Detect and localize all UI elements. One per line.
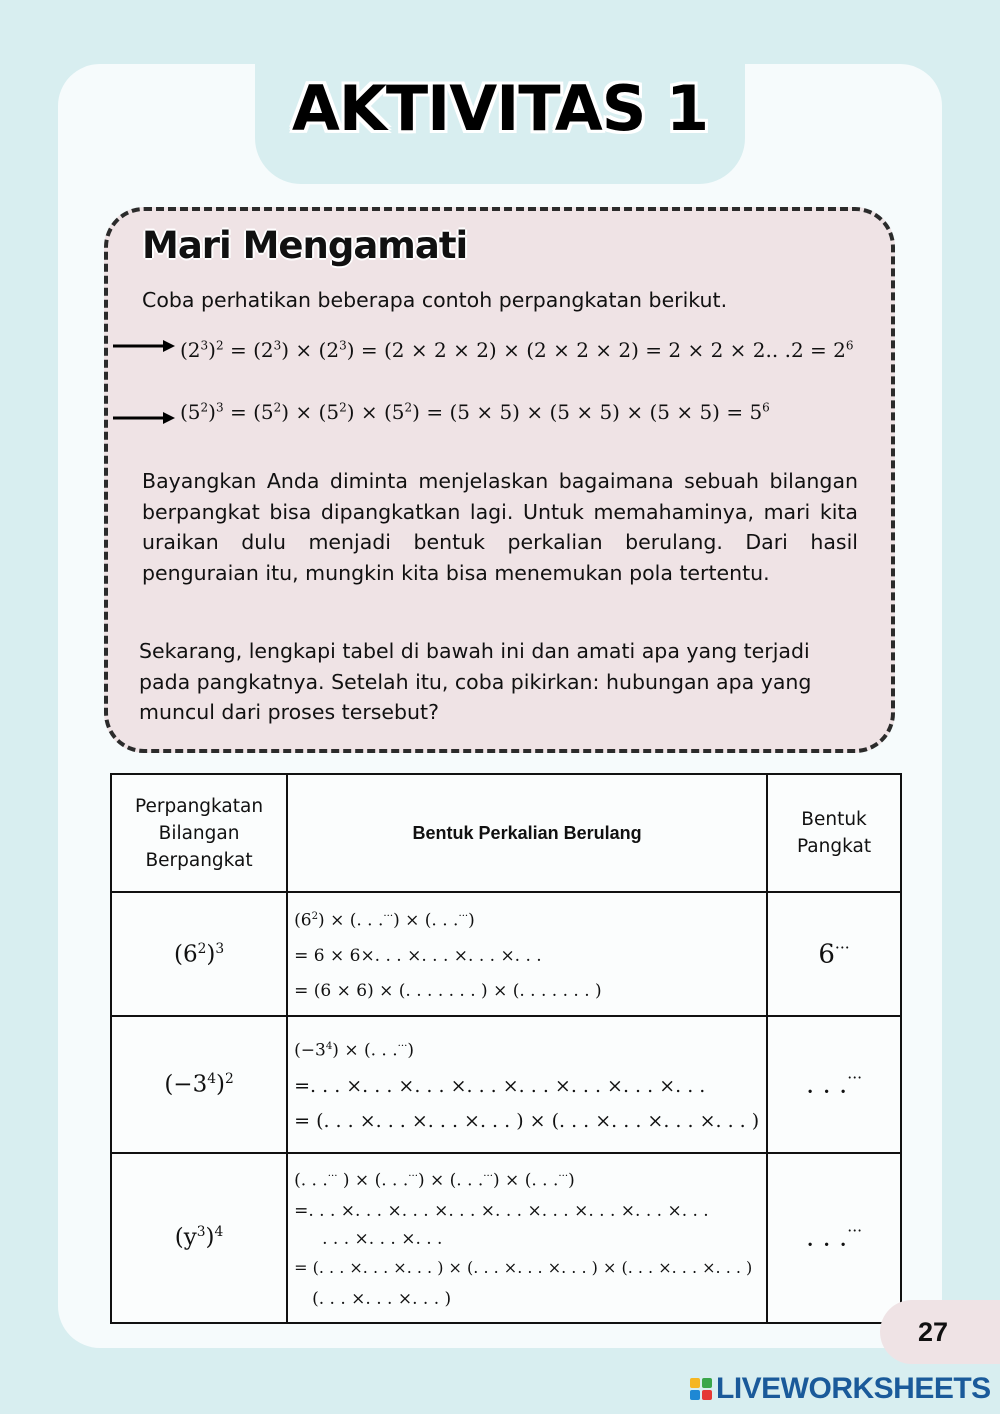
repeated-multiplication[interactable]: (. . .··· ) × (. . .···) × (. . .···) × (. . .···) =. . . ×. . . ×. . . ×. . . ×. . . ×. . . ×. . . ×. . . ×. . . . . . ×. . . ×. . . = (. . . ×. . . ×. . . ) × (. . . ×. . . ×. . . ) × (. . . ×. . . ×. . . ) (. . . ×. . . ×. . . ) — [287, 1153, 767, 1323]
power-expression: $(-3^4)^2$ — [111, 1016, 287, 1153]
logo-square — [690, 1390, 700, 1400]
repeated-multiplication[interactable]: $(-3^4)$ × (. . .···) =. . . ×. . . ×. . . ×. . . ×. . . ×. . . ×. . . ×. . . = (. . . ×. . . ×. . . ×. . . ) × (. . . ×. . . ×. . . ×. . . ) — [287, 1016, 767, 1153]
header-cell: Perpangkatan Bilangan Berpangkat — [111, 774, 287, 892]
box-heading: Mari Mengamati — [142, 224, 468, 267]
header-cell: Bentuk Pangkat — [767, 774, 901, 892]
instruction-paragraph: Sekarang, lengkapi tabel di bawah ini dan amati apa yang terjadi pada pangkatnya. Setelah itu, coba pikirkan: hubungan apa yang muncul dari proses tersebut? — [139, 639, 812, 724]
table-row — [111, 892, 901, 1016]
page-title: AKTIVITAS 1 — [291, 72, 709, 145]
example-equation-1: $(2^3)^2 = (2^3) \times (2^3) = (2 \times 2 \times 2) \times (2 \times 2 \times 2) = 2 \times 2 \times 2$.. $.2 = 2^6$ — [180, 338, 854, 362]
worksheet-table — [110, 773, 902, 1324]
table-row — [111, 1153, 901, 1323]
header-cell: Bentuk Perkalian Berulang — [287, 774, 767, 892]
table-row — [111, 1016, 901, 1153]
arrow-right-icon — [113, 338, 175, 354]
repeated-multiplication[interactable]: $(6^2)$ × (. . .···) × (. . .···) = 6 × 6×. . . ×. . . ×. . . ×. . . = (6 × 6) × (. . . . . . . ) × (. . . . . . . ) — [287, 892, 767, 1016]
explanation-paragraph: Bayangkan Anda diminta menjelaskan bagaimana sebuah bilangan berpangkat bisa dipangkatkan lagi. Untuk memahaminya, mari kita uraikan dulu menjadi bentuk perkalian berulang. Dari hasil penguraian itu, mungkin kita bisa menemukan pola tertentu. — [142, 469, 858, 585]
logo-square — [690, 1378, 700, 1388]
power-expression: $(y^3)^4$ — [111, 1153, 287, 1323]
liveworksheets-brand — [690, 1372, 991, 1406]
example-equation-2: $(5^2)^3 = (5^2) \times (5^2) \times (5^2) = (5 \times 5) \times (5 \times 5) \times (5 \times 5) = 5^6$ — [180, 400, 770, 424]
power-expression: $(6^2)^3$ — [111, 892, 287, 1016]
table-header-row — [111, 774, 901, 892]
brand-name: LIVEWORKSHEETS — [716, 1372, 991, 1405]
power-result[interactable]: 6··· — [767, 892, 901, 1016]
liveworksheets-logo-icon — [690, 1378, 712, 1400]
power-result[interactable]: . . .··· — [767, 1153, 901, 1323]
arrow-right-icon — [113, 410, 175, 426]
page-number: 27 — [880, 1300, 1000, 1364]
intro-text: Coba perhatikan beberapa contoh perpangkatan berikut. — [142, 288, 728, 312]
logo-square — [702, 1378, 712, 1388]
logo-square — [702, 1390, 712, 1400]
power-result[interactable]: . . .··· — [767, 1016, 901, 1153]
